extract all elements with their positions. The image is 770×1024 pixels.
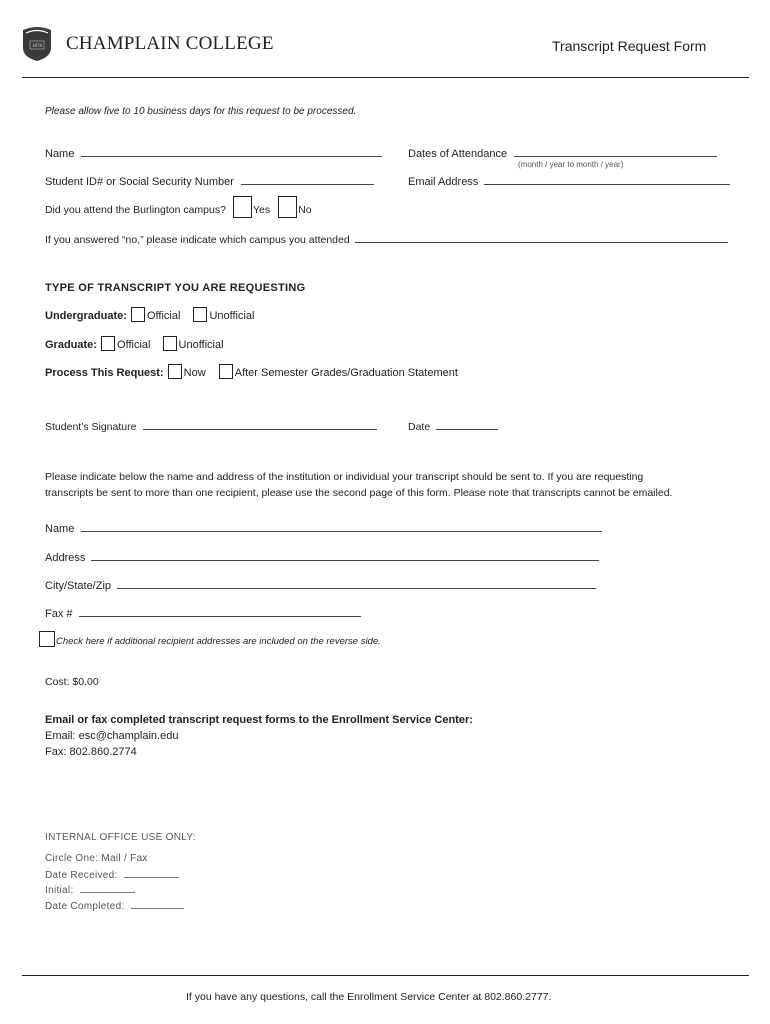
recipient-address-field[interactable] — [45, 550, 599, 564]
burlington-yes-label: Yes — [253, 204, 271, 216]
email-address-line[interactable] — [484, 174, 730, 185]
recipient-city-field[interactable] — [45, 578, 596, 592]
office-date-received-field — [45, 869, 179, 881]
recipient-address-line[interactable] — [91, 550, 599, 561]
burlington-question-row — [45, 196, 312, 218]
process-request-row — [45, 364, 458, 379]
signature-date-line[interactable] — [436, 419, 498, 430]
office-circle-one: Circle One: Mail / Fax — [45, 853, 148, 864]
graduate-unofficial-checkbox[interactable] — [163, 336, 177, 351]
signature-date-label: Date — [408, 421, 431, 433]
graduate-row — [45, 336, 224, 351]
office-date-completed-label: Date Completed: — [45, 901, 125, 912]
undergraduate-official-checkbox[interactable] — [131, 307, 145, 322]
signature-field[interactable] — [45, 419, 377, 433]
recipient-fax-field[interactable] — [45, 606, 361, 620]
student-name-field[interactable] — [45, 146, 382, 160]
office-date-completed-line[interactable] — [131, 900, 184, 909]
recipient-city-label: City/State/Zip — [45, 580, 112, 592]
graduate-label: Graduate: — [45, 339, 97, 351]
undergraduate-unofficial-label: Unofficial — [209, 310, 255, 322]
submit-fax: Fax: 802.860.2774 — [45, 746, 137, 758]
process-after-grades-label: After Semester Grades/Graduation Statement — [234, 367, 458, 379]
process-now-label: Now — [183, 367, 206, 379]
office-date-received-label: Date Received: — [45, 870, 118, 881]
processing-note: Please allow five to 10 business days for this request to be processed. — [45, 106, 357, 117]
student-name-line[interactable] — [81, 146, 382, 157]
office-initial-line[interactable] — [80, 884, 135, 893]
recipient-instructions-line-2: transcripts be sent to more than one recipient, please use the second page of this form. Please note that transcripts cannot be emailed. — [45, 487, 673, 499]
undergraduate-official-label: Official — [146, 310, 181, 322]
undergraduate-unofficial-checkbox[interactable] — [193, 307, 207, 322]
dates-of-attendance-label: Dates of Attendance — [408, 148, 508, 160]
additional-recipients-label: Check here if additional recipient addresses are included on the reverse side. — [56, 636, 381, 647]
recipient-instructions-line-1: Please indicate below the name and address of the institution or individual your transcript should be sent to. If you are requesting — [45, 471, 644, 483]
crest-text: 1878 — [32, 44, 42, 49]
email-address-field[interactable] — [408, 174, 730, 188]
additional-recipients-row — [39, 631, 381, 647]
college-crest-logo — [22, 24, 52, 62]
campus-attended-field[interactable] — [45, 232, 728, 246]
process-now-checkbox[interactable] — [168, 364, 182, 379]
signature-date-field[interactable] — [408, 419, 498, 433]
student-id-field[interactable] — [45, 174, 374, 188]
process-request-label: Process This Request: — [45, 367, 164, 379]
recipient-name-field[interactable] — [45, 521, 602, 535]
college-name: CHAMPLAIN COLLEGE — [66, 33, 274, 54]
process-after-grades-checkbox[interactable] — [219, 364, 233, 379]
campus-attended-line[interactable] — [355, 232, 728, 243]
recipient-fax-label: Fax # — [45, 608, 73, 620]
signature-line[interactable] — [143, 419, 377, 430]
student-name-label: Name — [45, 148, 75, 160]
submit-email[interactable]: Email: esc@champlain.edu — [45, 730, 179, 742]
footer-divider — [22, 975, 749, 976]
header-divider — [22, 77, 749, 78]
burlington-no-checkbox[interactable] — [278, 196, 297, 218]
graduate-official-label: Official — [117, 339, 151, 351]
burlington-yes-checkbox[interactable] — [233, 196, 252, 218]
submit-heading: Email or fax completed transcript request forms to the Enrollment Service Center: — [45, 714, 473, 726]
office-initial-label: Initial: — [45, 885, 74, 896]
recipient-city-line[interactable] — [117, 578, 596, 589]
recipient-address-label: Address — [45, 552, 86, 564]
dates-of-attendance-line[interactable] — [514, 146, 717, 157]
additional-recipients-checkbox[interactable] — [39, 631, 55, 647]
transcript-type-heading: TYPE OF TRANSCRIPT YOU ARE REQUESTING — [45, 282, 306, 294]
recipient-fax-line[interactable] — [79, 606, 361, 617]
office-date-received-line[interactable] — [124, 869, 179, 878]
burlington-question: Did you attend the Burlington campus? — [45, 204, 226, 216]
dates-hint: (month / year to month / year) — [518, 160, 624, 169]
recipient-name-label: Name — [45, 523, 75, 535]
office-use-heading: INTERNAL OFFICE USE ONLY: — [45, 832, 196, 843]
email-address-label: Email Address — [408, 176, 479, 188]
dates-of-attendance-field[interactable] — [408, 146, 717, 160]
office-date-completed-field — [45, 900, 184, 912]
burlington-no-label: No — [298, 204, 312, 216]
campus-attended-label: If you answered “no,” please indicate which campus you attended — [45, 234, 350, 246]
student-id-line[interactable] — [241, 174, 374, 185]
signature-label: Student’s Signature — [45, 421, 137, 433]
graduate-unofficial-label: Unofficial — [178, 339, 224, 351]
student-id-label: Student ID# or Social Security Number — [45, 176, 234, 188]
recipient-name-line[interactable] — [81, 521, 602, 532]
graduate-official-checkbox[interactable] — [101, 336, 115, 351]
undergraduate-row — [45, 307, 255, 322]
cost-text: Cost: $0.00 — [45, 676, 99, 688]
footer-text: If you have any questions, call the Enrollment Service Center at 802.860.2777. — [186, 991, 552, 1003]
undergraduate-label: Undergraduate: — [45, 310, 127, 322]
form-title: Transcript Request Form — [552, 38, 707, 54]
office-initial-field — [45, 884, 135, 896]
